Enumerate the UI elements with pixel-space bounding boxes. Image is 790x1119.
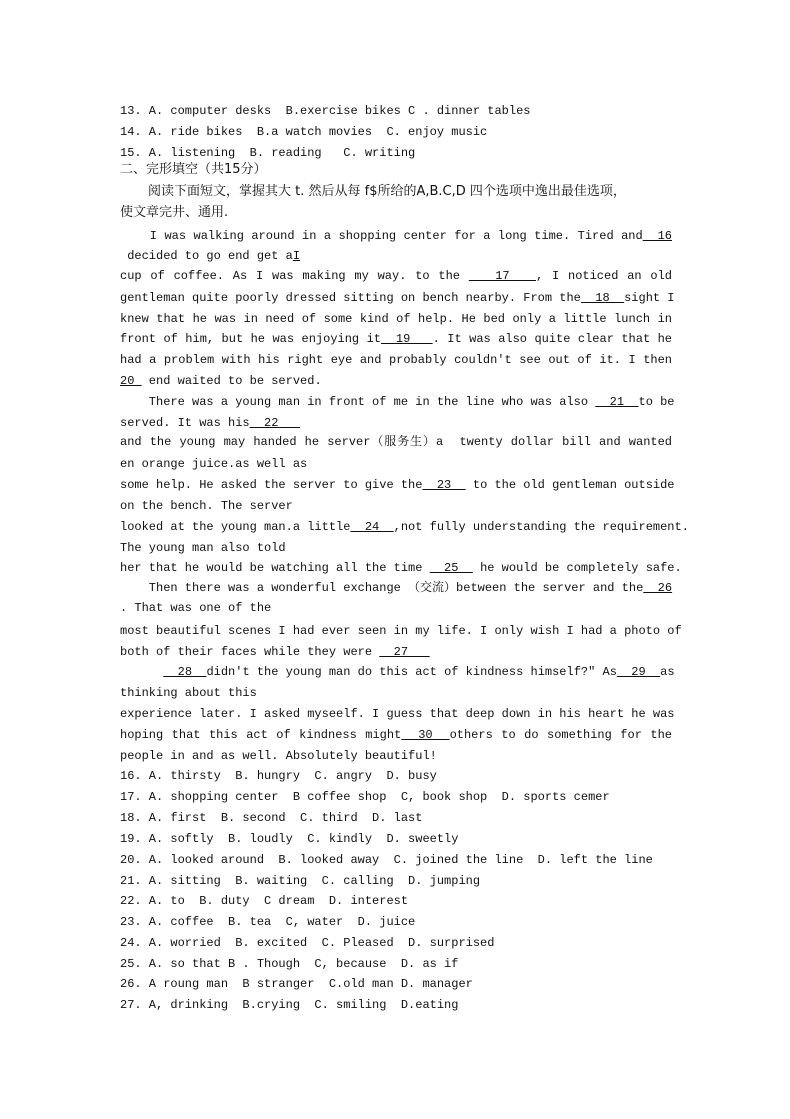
passage-text: most beautiful scenes I had ever seen in my life. I only wish I had a photo of	[120, 624, 682, 638]
instructions-line-1: 阅读下面短文，掌握其大 t. 然后从每 f$所给的A,B.C,D 四个选项中逸出最佳选项，	[148, 184, 626, 199]
option-line: 19. A. softly B. loudly C. kindly D. sweetly	[120, 832, 459, 846]
blank: 19	[380, 332, 433, 346]
blank: 25	[429, 561, 473, 575]
passage-text: and the young may handed he server（服务生）a twenty dollar bill and wanted	[120, 435, 672, 449]
blank: 29	[616, 665, 661, 679]
passage-line	[120, 268, 672, 284]
passage-text: . That was one of the	[120, 601, 272, 615]
section-title: 二、完形填空（共15分）	[120, 162, 267, 177]
blank: I	[292, 249, 301, 263]
option-line: 22. A. to B. duty C dream D. interest	[120, 894, 409, 908]
passage-line	[120, 228, 672, 244]
passage-line	[120, 560, 682, 576]
passage-line	[120, 456, 672, 472]
option-line: 21. A. sitting B. waiting C. calling D. jumping	[120, 874, 481, 888]
passage-text: knew that he was in need of some kind of help. He bed only a little lunch in	[120, 312, 672, 326]
option-line: 20. A. looked around B. looked away C. joined the line D. left the line	[120, 853, 653, 867]
blank: 20	[120, 374, 142, 388]
passage-text: front of him, but he was enjoying it	[120, 332, 381, 346]
passage-line	[120, 477, 675, 493]
passage-line	[120, 415, 672, 431]
option-line-13: 13. A. computer desks B.exercise bikes C . dinner tables	[120, 104, 531, 118]
passage-text: to the old gentleman outside	[465, 478, 675, 492]
passage-text: looked at the young man.a little	[120, 520, 351, 534]
blank: 23	[422, 478, 466, 492]
passage-line	[120, 352, 672, 368]
blank: 30	[401, 728, 450, 742]
passage-text: others to do something for the	[449, 728, 672, 742]
passage-line	[120, 580, 672, 596]
passage-text: sight I	[624, 291, 675, 305]
option-line: 24. A. worried B. excited C. Pleased D. surprised	[120, 936, 495, 950]
passage-line	[120, 248, 672, 264]
passage-line	[120, 498, 672, 514]
blank: 22	[249, 416, 301, 430]
passage-line	[120, 727, 672, 743]
passage-text: ,not fully understanding the requirement.	[393, 520, 689, 534]
passage-line	[120, 685, 672, 701]
passage-line	[120, 331, 672, 347]
passage-text: , I noticed an old	[536, 269, 673, 283]
passage-text: both of their faces while they were	[120, 645, 380, 659]
option-line: 17. A. shopping center B coffee shop C, book shop D. sports cemer	[120, 790, 610, 804]
passage-line	[120, 290, 675, 306]
passage-line	[120, 519, 689, 535]
option-line: 18. A. first B. second C. third D. last	[120, 811, 423, 825]
blank: 21	[595, 395, 639, 409]
passage-text: people in and as well. Absolutely beautiful!	[120, 749, 437, 763]
option-line: 27. A, drinking B.crying C. smiling D.eating	[120, 998, 459, 1012]
option-line-14: 14. A. ride bikes B.a watch movies C. enjoy music	[120, 125, 488, 139]
passage-text	[120, 665, 163, 679]
passage-text: hoping that this act of kindness might	[120, 728, 402, 742]
passage-text: en orange juice.as well as	[120, 457, 308, 471]
blank: 18	[580, 291, 625, 305]
passage-text: served. It was his	[120, 416, 250, 430]
passage-text: experience later. I asked myseelf. I guess that deep down in his heart he was	[120, 707, 675, 721]
option-line: 16. A. thirsty B. hungry C. angry D. busy	[120, 769, 437, 783]
passage-line	[120, 311, 672, 327]
passage-line	[120, 644, 672, 660]
passage-text: . It was also quite clear that he	[432, 332, 673, 346]
passage-text: on the bench. The server	[120, 499, 293, 513]
passage-line	[120, 600, 672, 616]
passage-text: Then there was a wonderful exchange （交流）between the server and the	[120, 581, 644, 595]
passage-line	[120, 664, 675, 680]
passage-text: had a problem with his right eye and probably couldn't see out of it. I then	[120, 353, 672, 367]
passage-text: some help. He asked the server to give the	[120, 478, 423, 492]
passage-text: thinking about this	[120, 686, 257, 700]
option-line-15: 15. A. listening B. reading C. writing	[120, 146, 416, 160]
option-line: 23. A. coffee B. tea C, water D. juice	[120, 915, 416, 929]
passage-text: decided to go end get a	[120, 249, 293, 263]
passage-text: as	[660, 665, 675, 679]
instructions-line-2: 使文章完井、通用.	[120, 205, 229, 220]
passage-text: didn't the young man do this act of kindness himself?" As	[206, 665, 617, 679]
passage-line	[120, 373, 672, 389]
passage-line	[120, 748, 672, 764]
blank: 26	[643, 581, 673, 595]
option-line: 25. A. so that B . Though C, because D. as if	[120, 957, 459, 971]
passage-line	[120, 706, 675, 722]
blank: 28	[163, 665, 207, 679]
passage-line	[120, 623, 682, 639]
passage-text: to be	[638, 395, 675, 409]
blank: 27	[379, 645, 430, 659]
passage-text: gentleman quite poorly dressed sitting on bench nearby. From the	[120, 291, 581, 305]
blank: 24	[350, 520, 394, 534]
passage-text: he would be completely safe.	[472, 561, 682, 575]
passage-text: I was walking around in a shopping center for a long time. Tired and	[120, 229, 643, 243]
option-line: 26. A roung man B stranger C.old man D. manager	[120, 977, 473, 991]
passage-text: The young man also told	[120, 541, 286, 555]
passage-text: end waited to be served.	[141, 374, 322, 388]
passage-text: her that he would be watching all the time	[120, 561, 430, 575]
blank: 17	[468, 269, 536, 283]
passage-text: cup of coffee. As I was making my way. to the	[120, 269, 469, 283]
passage-line	[120, 394, 675, 410]
passage-text: There was a young man in front of me in the line who was also	[120, 395, 596, 409]
passage-line	[120, 540, 672, 556]
passage-line	[120, 434, 672, 450]
blank: 16	[642, 229, 673, 243]
